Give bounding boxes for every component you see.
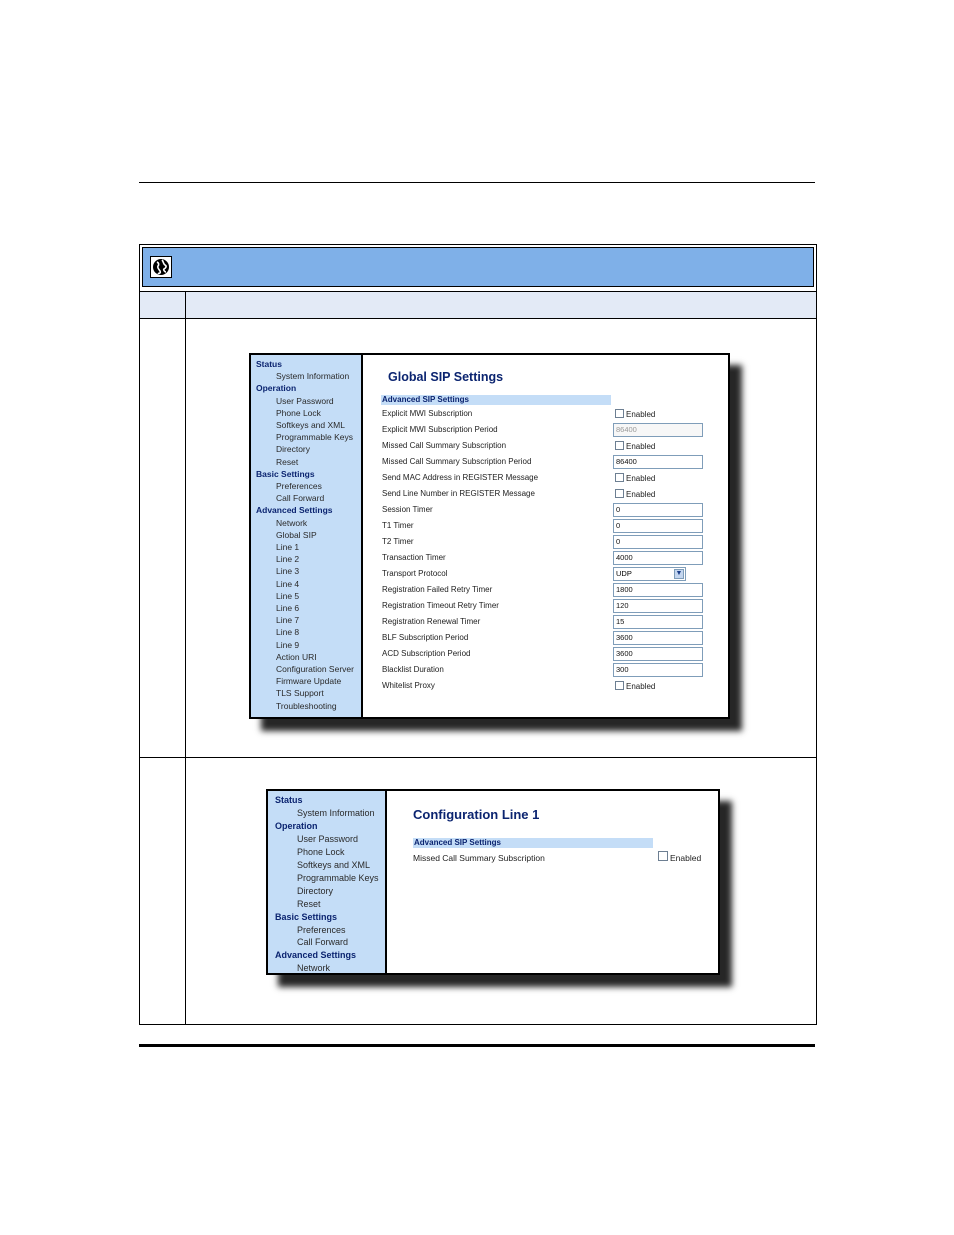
sidebar-item-line-1[interactable]: Line 1 xyxy=(276,542,300,553)
field-row-missed-call-summary-subscription xyxy=(268,851,718,865)
checkbox-label: Enabled xyxy=(626,410,656,419)
registration-renewal-timer-input[interactable]: 15 xyxy=(613,615,703,629)
sidebar-item-global-sip[interactable]: Global SIP xyxy=(276,529,317,540)
field-row-explicit-mwi-subscription-period xyxy=(251,423,728,437)
send-mac-address-in-register-message-checkbox[interactable] xyxy=(615,473,624,482)
nav-list xyxy=(268,794,379,975)
column-header-row xyxy=(140,291,816,319)
checkbox-label: Enabled xyxy=(626,682,656,691)
sidebar-item-troubleshooting[interactable]: Troubleshooting xyxy=(276,700,337,711)
field-row-session-timer xyxy=(251,503,728,517)
nav-section-basic-settings[interactable]: Basic Settings xyxy=(275,911,338,922)
chevron-down-icon[interactable]: ▼ xyxy=(675,570,683,577)
section-header: Advanced SIP Settings xyxy=(413,838,653,848)
acd-subscription-period-input[interactable]: 3600 xyxy=(613,647,703,661)
field-row-t1-timer xyxy=(251,519,728,533)
blacklist-duration-input[interactable]: 300 xyxy=(613,663,703,677)
field-row-transaction-timer xyxy=(251,551,728,565)
field-label: Session Timer xyxy=(382,505,433,514)
sidebar-item-user-password[interactable]: User Password xyxy=(297,833,359,844)
sidebar-item-reset[interactable]: Reset xyxy=(297,898,321,909)
field-label: Explicit MWI Subscription Period xyxy=(382,425,498,434)
checkbox-label: Enabled xyxy=(670,853,702,863)
field-row-transport-protocol xyxy=(251,567,728,581)
missed-call-summary-subscription-period-input[interactable]: 86400 xyxy=(613,455,703,469)
sidebar-item-line-3[interactable]: Line 3 xyxy=(276,566,300,577)
nav-section-status[interactable]: Status xyxy=(275,795,303,805)
sidebar-item-user-password[interactable]: User Password xyxy=(276,395,334,406)
field-row-explicit-mwi-subscription xyxy=(251,407,728,421)
sidebar-nav xyxy=(268,791,387,973)
sidebar-item-programmable-keys[interactable]: Programmable Keys xyxy=(276,432,354,443)
nav-section-basic-settings[interactable]: Basic Settings xyxy=(256,468,315,479)
send-line-number-in-register-message-checkbox[interactable] xyxy=(615,489,624,498)
sidebar-item-system-information[interactable]: System Information xyxy=(276,371,350,382)
field-row-t2-timer xyxy=(251,535,728,549)
sidebar-item-softkeys-and-xml[interactable]: Softkeys and XML xyxy=(276,420,345,431)
missed-call-summary-subscription-checkbox[interactable] xyxy=(615,441,624,450)
field-label: Registration Timeout Retry Timer xyxy=(382,601,499,610)
sidebar-item-line-4[interactable]: Line 4 xyxy=(276,578,300,589)
sidebar-item-line-8[interactable]: Line 8 xyxy=(276,627,300,638)
field-row-missed-call-summary-subscription xyxy=(251,439,728,453)
explicit-mwi-subscription-period-input: 86400 xyxy=(613,423,703,437)
field-label: BLF Subscription Period xyxy=(382,633,469,642)
page-title: Configuration Line 1 xyxy=(413,807,540,822)
field-label: ACD Subscription Period xyxy=(382,649,471,658)
sidebar-item-configuration-server[interactable]: Configuration Server xyxy=(276,664,354,675)
sidebar-item-line-7[interactable]: Line 7 xyxy=(276,615,300,626)
checkbox-label: Enabled xyxy=(626,442,656,451)
nav-section-advanced-settings[interactable]: Advanced Settings xyxy=(275,950,357,961)
transaction-timer-input[interactable]: 4000 xyxy=(613,551,703,565)
field-label: Whitelist Proxy xyxy=(382,681,435,690)
sidebar-item-tls-support[interactable]: TLS Support xyxy=(276,688,324,699)
field-row-registration-renewal-timer xyxy=(251,615,728,629)
global-sip-settings-screenshot xyxy=(249,353,730,719)
header-rule xyxy=(139,182,815,183)
sidebar-item-line-5[interactable]: Line 5 xyxy=(276,590,300,601)
page-title: Global SIP Settings xyxy=(388,370,504,384)
sidebar-item-preferences[interactable]: Preferences xyxy=(297,924,346,935)
sidebar-item-call-forward[interactable]: Call Forward xyxy=(276,493,325,504)
field-label: Registration Failed Retry Timer xyxy=(382,585,493,594)
field-row-send-mac-address-in-register-message xyxy=(251,471,728,485)
sidebar-item-line-2[interactable]: Line 2 xyxy=(276,554,300,565)
field-row-blacklist-duration xyxy=(251,663,728,677)
field-label: Transport Protocol xyxy=(382,569,448,578)
field-row-whitelist-proxy xyxy=(251,679,728,693)
sidebar-item-line-9[interactable]: Line 9 xyxy=(276,639,300,650)
nav-section-status[interactable]: Status xyxy=(256,359,282,369)
sidebar-item-phone-lock[interactable]: Phone Lock xyxy=(297,846,345,857)
nav-section-advanced-settings[interactable]: Advanced Settings xyxy=(256,505,333,516)
t2-timer-input[interactable]: 0 xyxy=(613,535,703,549)
sidebar-item-call-forward[interactable]: Call Forward xyxy=(297,937,349,948)
t1-timer-input[interactable]: 0 xyxy=(613,519,703,533)
field-label: Explicit MWI Subscription xyxy=(382,409,473,418)
sidebar-item-network[interactable]: Network xyxy=(297,963,331,974)
field-row-missed-call-summary-subscription-period xyxy=(251,455,728,469)
sidebar-item-reset[interactable]: Reset xyxy=(276,456,299,467)
transport-protocol-select[interactable] xyxy=(613,567,686,581)
blf-subscription-period-input[interactable]: 3600 xyxy=(613,631,703,645)
field-label: Transaction Timer xyxy=(382,553,446,562)
field-label: Blacklist Duration xyxy=(382,665,444,674)
nav-section-operation[interactable]: Operation xyxy=(275,820,318,831)
sidebar-item-softkeys-and-xml[interactable]: Softkeys and XML xyxy=(297,859,371,870)
field-label: Missed Call Summary Subscription xyxy=(413,853,545,863)
whitelist-proxy-checkbox[interactable] xyxy=(615,681,624,690)
column-divider xyxy=(185,291,186,1024)
checkbox-label: Enabled xyxy=(626,474,656,483)
footer-rule xyxy=(139,1044,815,1047)
sidebar-item-preferences[interactable]: Preferences xyxy=(276,481,322,492)
field-row-registration-timeout-retry-timer xyxy=(251,599,728,613)
sidebar-item-firmware-update[interactable]: Firmware Update xyxy=(276,676,342,687)
field-label: T1 Timer xyxy=(382,521,414,530)
field-label: Missed Call Summary Subscription Period xyxy=(382,457,532,466)
sidebar-item-line-6[interactable]: Line 6 xyxy=(276,603,300,614)
field-row-acd-subscription-period xyxy=(251,647,728,661)
missed-call-summary-subscription-checkbox[interactable] xyxy=(658,851,668,861)
select-value: UDP xyxy=(616,569,632,578)
section-header: Advanced SIP Settings xyxy=(381,395,611,405)
field-label: T2 Timer xyxy=(382,537,414,546)
globe-icon xyxy=(150,256,172,278)
sidebar-item-action-uri[interactable]: Action URI xyxy=(276,651,317,662)
field-label: Send Line Number in REGISTER Message xyxy=(382,489,535,498)
field-row-registration-failed-retry-timer xyxy=(251,583,728,597)
sidebar-item-phone-lock[interactable]: Phone Lock xyxy=(276,407,321,418)
field-row-send-line-number-in-register-message xyxy=(251,487,728,501)
sidebar-item-directory[interactable]: Directory xyxy=(297,885,334,896)
nav-section-operation[interactable]: Operation xyxy=(256,383,297,394)
session-timer-input[interactable]: 0 xyxy=(613,503,703,517)
registration-timeout-retry-timer-input[interactable]: 120 xyxy=(613,599,703,613)
explicit-mwi-subscription-checkbox[interactable] xyxy=(615,409,624,418)
field-label: Registration Renewal Timer xyxy=(382,617,481,626)
row-divider xyxy=(140,757,816,758)
checkbox-label: Enabled xyxy=(626,490,656,499)
field-label: Send MAC Address in REGISTER Message xyxy=(382,473,539,482)
configuration-line-1-screenshot xyxy=(266,789,720,975)
field-row-blf-subscription-period xyxy=(251,631,728,645)
sidebar-item-directory[interactable]: Directory xyxy=(276,444,311,455)
registration-failed-retry-timer-input[interactable]: 1800 xyxy=(613,583,703,597)
sidebar-item-system-information[interactable]: System Information xyxy=(297,807,375,818)
sidebar-item-network[interactable]: Network xyxy=(276,517,308,528)
table-header-bar xyxy=(142,247,814,287)
field-label: Missed Call Summary Subscription xyxy=(382,441,507,450)
sidebar-item-programmable-keys[interactable]: Programmable Keys xyxy=(297,872,379,883)
